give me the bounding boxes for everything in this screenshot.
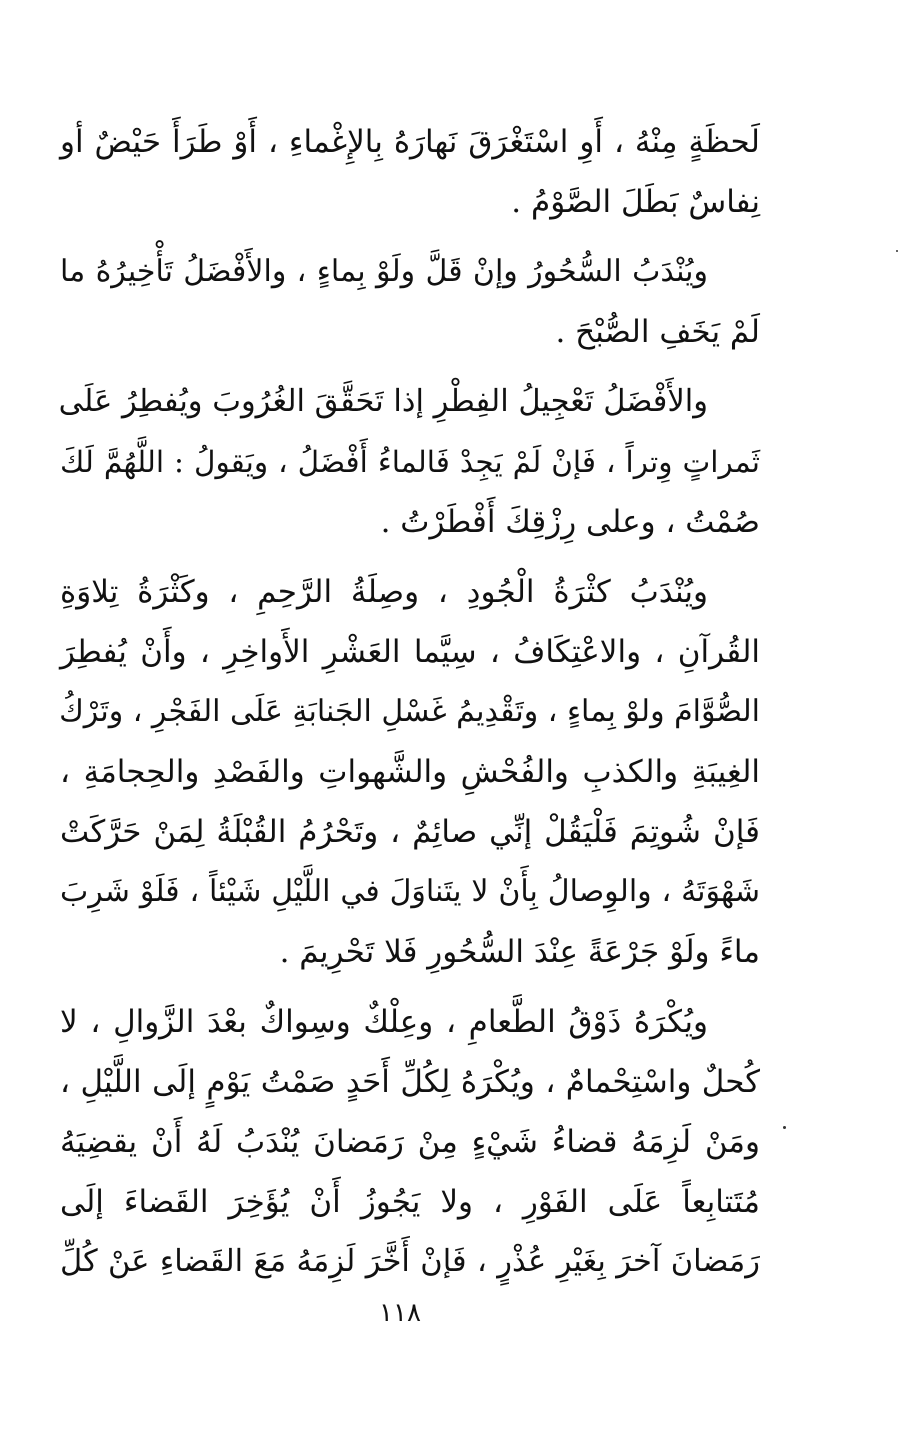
text-line: ماءً ولَوْ جَرْعَةً عِنْدَ السُّحُورِ فَلا تَحْرِيمَ . [279,934,760,970]
text-line: الصُّوَّامَ ولوْ بِماءٍ ، وتَقْدِيمُ غَسْلِ الجَنابَةِ عَلَى الفَجْرِ ، وتَرْكُ [59,694,760,729]
page-number: ١١٨ [379,1298,421,1328]
text-line: شَهْوَتَهُ ، والوِصالُ بِأَنْ لا يتَناوَلَ في اللَّيْلِ شَيْئاً ، فَلَوْ شَرِبَ [60,874,760,909]
text-line: مُتَتابِعاً عَلَى الفَوْرِ ، ولا يَجُوزُ أَنْ يُؤَخِرَ القَضاءَ إلَى [60,1184,760,1220]
text-line: ثَمراتٍ وِتراً ، فَإنْ لَمْ يَجِدْ فَالماءُ أَفْضَلُ ، ويَقولُ : اللَّهُمَّ لَكَ [60,445,760,479]
scan-speck [783,1126,786,1129]
text-line: لَمْ يَخَفِ الصُّبْحَ . [555,314,760,350]
text-line: كُحلٌ واسْتِحْمامٌ ، ويُكْرَهُ لِكُلِّ أَحَدٍ صَمْتُ يَوْمٍ إلَى اللَّيْلِ ، [60,1064,760,1100]
text-line: الغِيبَةِ والكذبِ والفُحْشِ والشَّهواتِ والفَصْدِ والحِجامَةِ ، [60,754,760,790]
paragraph-3 [60,372,760,552]
text-line: والأَفْضَلُ تَعْجِيلُ الفِطْرِ إذا تَحَقَّقَ الغُرُوبَ ويُفطِرُ عَلَى [58,384,708,419]
paragraph-4 [60,562,760,982]
scan-speck [896,250,898,252]
text-line: فَإنْ شُوتِمَ فَلْيَقُلْ إنِّي صائِمٌ ، وتَحْرُمُ القُبْلَةُ لِمَنْ حَرَّكَتْ [60,814,760,850]
paragraph-5 [60,992,760,1292]
text-line: القُرآنِ ، والاعْتِكَافُ ، سِيَّما العَشْرِ الأَواخِرِ ، وأَنْ يُفطِرَ [60,634,760,670]
text-line: صُمْتُ ، وعلى رِزْقِكَ أَفْطَرْتُ . [380,504,760,540]
text-line: ويُنْدَبُ كثْرَةُ الْجُودِ ، وصِلَةُ الرَّحِمِ ، وكَثْرَةُ تِلاوَةِ [60,574,708,610]
page-body [60,112,760,1302]
text-line: نِفاسٌ بَطَلَ الصَّوْمُ . [511,184,760,220]
paragraph-2 [60,242,760,362]
text-line: ويُنْدَبُ السُّحُورُ وإنْ قَلَّ ولَوْ بِماءٍ ، والأَفْضَلُ تَأْخِيرُهُ ما [60,254,708,289]
text-line: رَمَضانَ آخرَ بِغَيْرِ عُذْرٍ ، فَإنْ أَخَّرَ لَزِمَهُ مَعَ القَضاءِ عَنْ كُلِّ [60,1244,760,1279]
text-line: لَحظَةٍ مِنْهُ ، أَوِ اسْتَغْرَقَ نَهارَهُ بِالإِغْماءِ ، أَوْ طَرَأَ حَيْضٌ أو [60,124,760,160]
text-line: ويُكْرَهُ ذَوْقُ الطَّعامِ ، وعِلْكٌ وسِواكٌ بعْدَ الزَّوالِ ، لا [60,1004,708,1040]
text-line: ومَنْ لَزِمَهُ قضاءُ شَيْءٍ مِنْ رَمَضانَ يُنْدَبُ لَهُ أَنْ يقضِيَهُ [60,1124,760,1160]
paragraph-1 [60,112,760,232]
